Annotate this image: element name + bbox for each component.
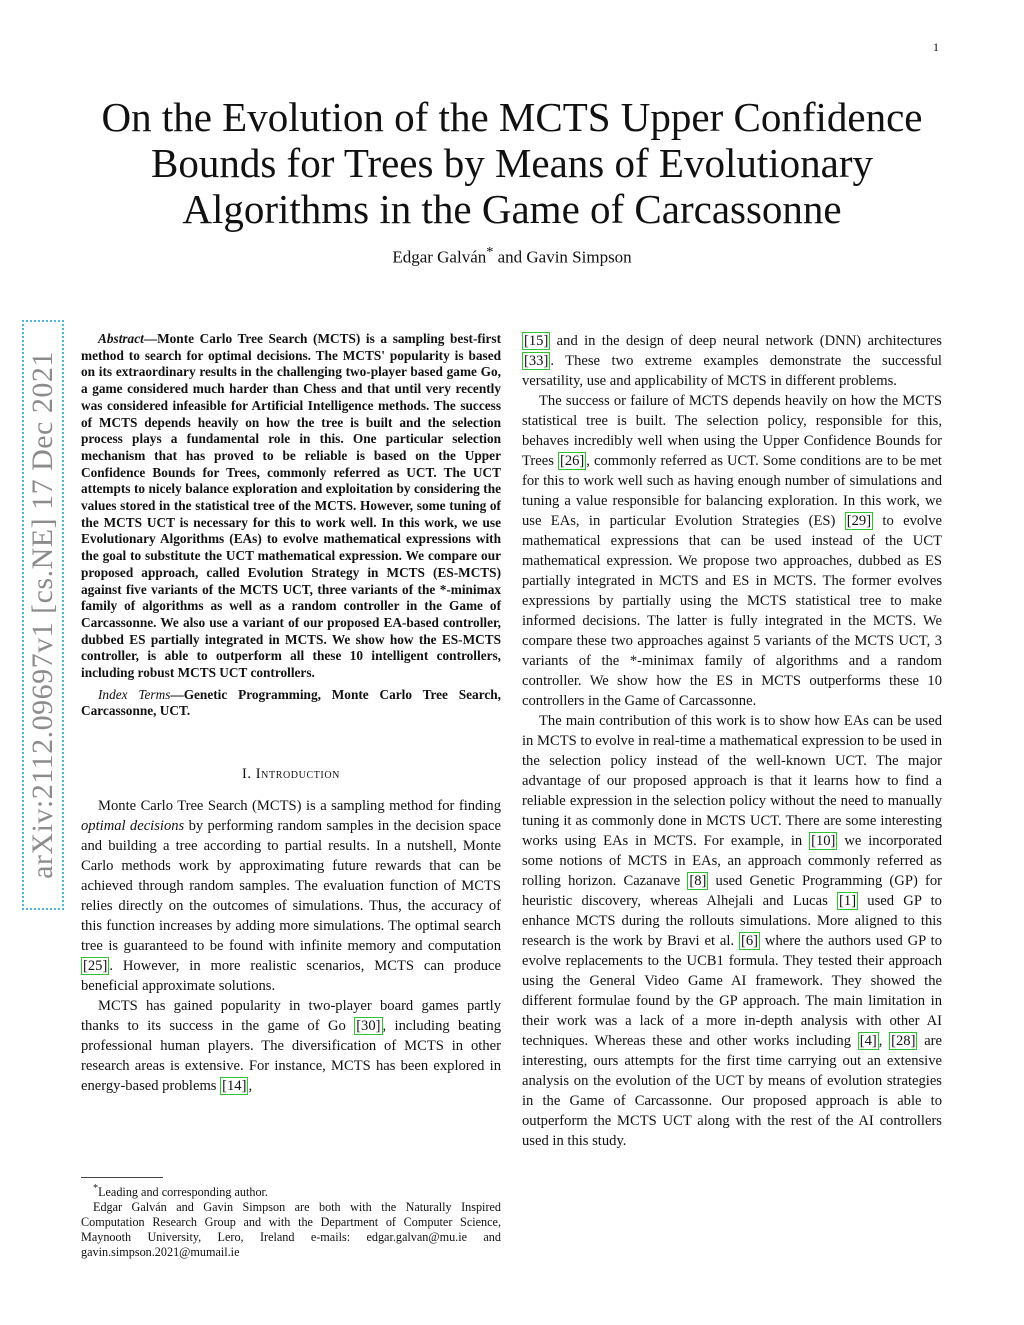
footnote-affiliation: Edgar Galván and Gavin Simpson are both with the Naturally Inspired Computation Research Group and with the Department of Computer Science, Maynooth University, Lero, Ireland e-mails: edgar.galvan@mu.ie and gavin.simpson.2021@mumail.ie — [81, 1200, 501, 1260]
author-simpson: and Gavin Simpson — [493, 247, 632, 267]
text-run: The success or failure of MCTS depends heavily on how the MCTS statistical tree is built. The selection policy, responsible for this, behaves incredibly well when using the Upper Confidence Bounds for Trees — [522, 393, 942, 469]
paper-title: On the Evolution of the MCTS Upper Confidence Bounds for Trees by Means of Evolutionary Algorithms in the Game of Carcassonne — [101, 94, 923, 232]
footnote-divider — [81, 1177, 163, 1178]
index-terms — [81, 687, 501, 720]
text-run: . These two extreme examples demonstrate the successful versatility, use and applicability of MCTS in different problems. — [522, 353, 942, 389]
citation-link[interactable]: [15] — [524, 333, 549, 349]
text-run: to evolve mathematical expressions that can be used instead of the UCT mathematical expression. We propose two approaches, dubbed as ES partially integrated in MCTS and ES in MCTS. The former evolves expressions by partially using the MCTS statistical tree to make informed decisions. The latter is fully integrated in the MCTS. We compare these two approaches against 5 variants of the MCTS UCT, 3 variants of the *-minimax family of algorithms and a random controller. We show how the ES in MCTS outperforms these 10 controllers in the Game of Carcassonne. — [522, 513, 942, 709]
emphasis-text: optimal decisions — [81, 818, 185, 835]
text-run: used GP to enhance MCTS during the rollouts simulations. More aligned to this research is the work by Bravi et al. — [522, 893, 942, 949]
text-run: , — [248, 1078, 253, 1095]
intro-paragraph-3 — [522, 391, 942, 711]
text-run: used Genetic Programming (GP) for heuristic discovery, whereas Alhejali and Lucas — [522, 873, 942, 909]
left-column — [81, 331, 501, 1096]
citation-link[interactable]: [30] — [356, 1018, 381, 1035]
citation-link[interactable]: [26] — [559, 453, 585, 469]
section-number: I. — [241, 766, 256, 783]
index-terms-label: Index Terms — [98, 686, 171, 702]
citation-link[interactable]: [1] — [839, 893, 857, 909]
citation-link[interactable]: [14] — [222, 1078, 247, 1095]
text-run: we incorporated some notions of MCTS in EAs, an approach commonly referred as rolling horizon. Cazanave — [522, 833, 942, 889]
intro-paragraph-1 — [81, 796, 501, 996]
citation-link[interactable]: [25] — [83, 958, 108, 975]
citation-link[interactable]: [4] — [859, 1033, 877, 1049]
index-terms-text: —Genetic Programming, Monte Carlo Tree Search, Carcassonne, UCT. — [81, 686, 501, 719]
intro-paragraph-4 — [522, 711, 942, 1151]
text-run: Monte Carlo Tree Search (MCTS) is a sampling method for finding — [98, 798, 501, 815]
abstract-text: —Monte Carlo Tree Search (MCTS) is a sampling best-first method to search for optimal decisions. The MCTS' popularity is based on its extraordinary results in the challenging two-player based game Go, a game considered much harder than Chess and that until very recently was considered infeasible for Artificial Intelligence methods. The success of MCTS depends heavily on how the tree is built and the selection process plays a fundamental role in this. One particular selection mechanism that has proved to be reliable is based on the Upper Confidence Bounds for Trees, commonly referred as UCT. The UCT attempts to nicely balance exploration and exploitation by considering the values stored in the statistical tree of the MCTS. However, some tuning of the MCTS UCT is necessary for this to work well. In this work, we use Evolutionary Algorithms (EAs) to evolve mathematical expressions with the goal to substitute the UCT mathematical expression. We compare our proposed approach, called Evolution Strategy in MCTS (ES-MCTS) against five variants of the MCTS UCT, three variants of the *-minimax family of algorithms as well as a random controller in the Game of Carcassonne. We also use a variant of our proposed EA-based controller, dubbed ES partially integrated in MCTS. We show how the ES-MCTS controller, is able to outperform all these 10 intelligent controllers, including robust MCTS UCT controllers. — [81, 331, 501, 681]
abstract-label: Abstract — [98, 331, 144, 346]
text-run: , — [878, 1033, 890, 1049]
text-run: where the authors used GP to evolve replacements to the UCB1 formula. They tested their approach using the General Video Game AI framework. They showed the different formulae found by the GP approach. The main limitation in their work was a lack of a more in-depth analysis with other AI techniques. Whereas these and other works including — [522, 933, 942, 1049]
section-heading-introduction — [81, 764, 501, 784]
arxiv-identifier-stamp[interactable]: arXiv:2112.09697v1 [cs.NE] 17 Dec 2021 — [22, 320, 64, 910]
text-run: by performing random samples in the decision space and building a tree according to partial results. In a nutshell, Monte Carlo methods work by approximating future rewards that can be achieved through random samples. The evaluation function of MCTS relies directly on the outcomes of simulations. Thus, the accuracy of this function increases by adding more simulations. The optimal search tree is guaranteed to be found with infinite memory and computation — [81, 818, 501, 955]
citation-link[interactable]: [29] — [846, 513, 872, 529]
intro-paragraph-2-continued — [522, 331, 942, 391]
text-run: , commonly referred as UCT. Some conditions are to be met for this to work well such as having enough number of simulations and tuning a value responsible for balancing exploration. In this work, we use EAs, in particular Evolution Strategies (ES) — [522, 453, 942, 529]
corresponding-author-mark: * — [486, 244, 494, 260]
citation-link[interactable]: [28] — [891, 1033, 916, 1049]
footnote-mark: * — [93, 1183, 99, 1194]
right-column — [522, 331, 942, 1151]
author-galvan: Edgar Galván — [392, 247, 487, 267]
citation-link[interactable]: [33] — [524, 353, 549, 369]
footnote-text: Leading and corresponding author. — [98, 1185, 268, 1200]
author-line — [80, 244, 944, 268]
citation-link[interactable]: [6] — [740, 933, 759, 949]
abstract — [81, 331, 501, 682]
text-run: are interesting, ours attempts for the first time carrying out an extensive analysis on the evolution of the UCT by means of evolution strategies in the Game of Carcassonne. Our proposed approach is able to outperform the MCTS UCT along with the rest of the AI controllers used in this study. — [522, 1033, 943, 1149]
text-run: . However, in more realistic scenarios, MCTS can produce beneficial approximate solutions. — [81, 958, 501, 995]
text-run: MCTS has gained popularity in two-player board games partly thanks to its success in the game of Go — [81, 998, 501, 1035]
text-run: , including beating professional human players. The diversification of MCTS in other research areas is extensive. For instance, MCTS has been explored in energy-based problems — [81, 1018, 501, 1095]
citation-link[interactable]: [8] — [689, 873, 707, 889]
citation-link[interactable]: [10] — [811, 833, 836, 849]
footnote-corresponding — [81, 1181, 501, 1200]
footnotes — [81, 1181, 501, 1260]
text-run: and in the design of deep neural network (DNN) architectures — [550, 333, 942, 349]
section-title: Introduction — [255, 766, 340, 783]
intro-paragraph-2 — [81, 996, 501, 1096]
page-number: 1 — [933, 40, 939, 54]
text-run: The main contribution of this work is to show how EAs can be used in MCTS to evolve in real-time a mathematical expression to be used in the selection policy instead of the well-known UCT. The major advantage of our proposed approach is that it learns how to find a reliable expression in the selection policy without the need to manually tuning it as commonly done in MCTS UCT. There are some interesting works using EAs in MCTS. For example, in — [522, 713, 942, 849]
